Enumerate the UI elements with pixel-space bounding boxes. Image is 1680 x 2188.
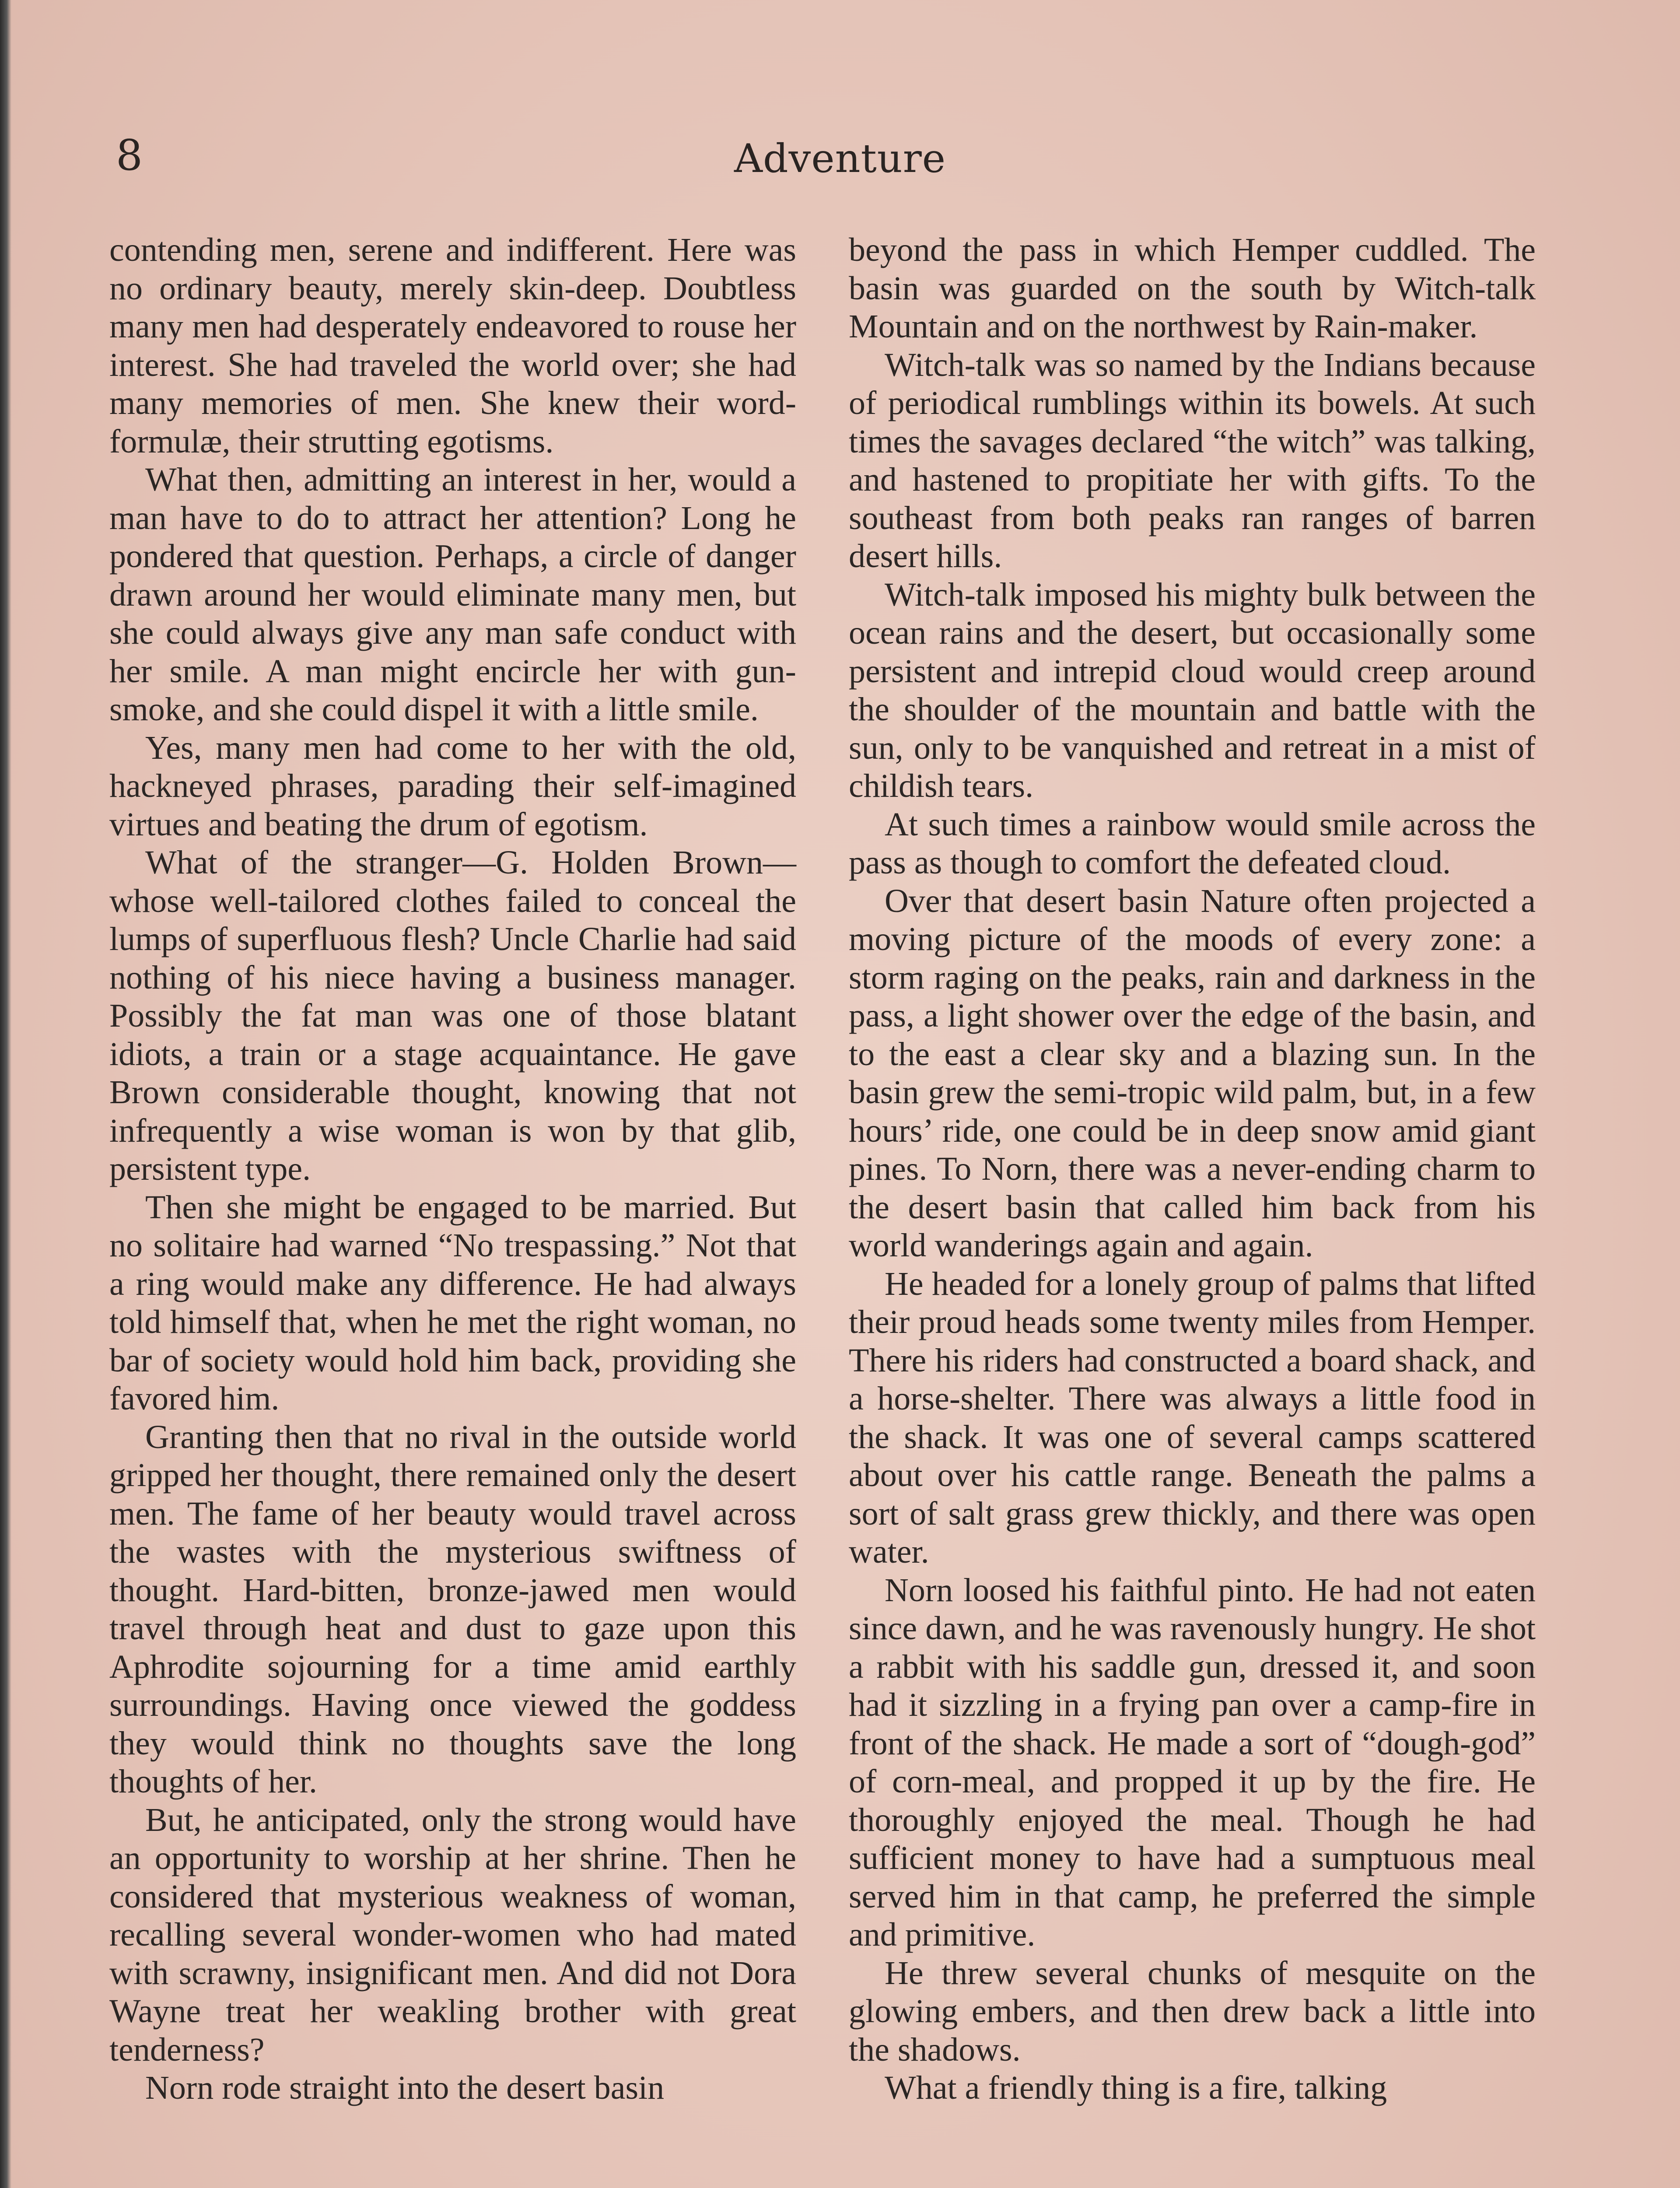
left-column <box>109 231 796 2107</box>
right-column <box>849 231 1536 2107</box>
paragraph: Over that desert basin Nature often projected a moving picture of the moods of every zone: a storm raging on the peaks, rain and darkness in the pass, a light shower over the edge of the basin, and to the east a clear sky and a blazing sun. In the basin grew the semi-tropic wild palm, but, in a few hours’ ride, one could be in deep snow amid giant pines. To Norn, there was a never-ending charm to the desert basin that called him back from his world wanderings again and again. <box>849 882 1536 1264</box>
paragraph: beyond the pass in which Hemper cuddled. The basin was guarded on the south by Witch-talk Mountain and on the northwest by Rain-maker. <box>849 231 1536 345</box>
paragraph: contending men, serene and indifferent. Here was no ordinary beauty, merely skin-deep. Doubtless many men had desperately endeavored to rouse her interest. She had traveled the world over; she had many memories of men. She knew their word-formulæ, their strutting egotisms. <box>109 231 796 460</box>
paragraph: What a friendly thing is a fire, talking <box>885 2069 1387 2106</box>
paragraph: Witch-talk was so named by the Indians because of periodical rumblings within its bowels. At such times the savages declared “the witch” was talking, and hastened to propitiate her with gifts. To the southeast from both peaks ran ranges of barren desert hills. <box>849 346 1536 575</box>
paragraph: What of the stranger—G. Holden Brown—whose well-tailored clothes failed to conceal the lumps of superfluous flesh? Uncle Charlie had said nothing of his niece having a business manager. Possibly the fat man was one of those blatant idiots, a train or a stage acquaintance. He gave Brown considerable thought, knowing that not infrequently a wise woman is won by that glib, persistent type. <box>109 844 796 1187</box>
paragraph: He threw several chunks of mesquite on the glowing embers, and then drew back a little into the shadows. <box>849 1954 1536 2068</box>
paragraph: He headed for a lonely group of palms that lifted their proud heads some twenty miles from Hemper. There his riders had constructed a board shack, and a horse-shelter. There was always a little food in the shack. It was one of several camps scattered about over his cattle range. Beneath the palms a sort of salt grass grew thickly, and there was open water. <box>849 1265 1536 1570</box>
paragraph: At such times a rainbow would smile across the pass as though to comfort the defeated cloud. <box>849 806 1536 881</box>
paragraph: Norn rode straight into the desert basin <box>145 2069 665 2106</box>
binding-edge-shadow <box>0 0 11 2188</box>
paragraph: Norn loosed his faithful pinto. He had not eaten since dawn, and he was ravenously hungry. He shot a rabbit with his saddle gun, dressed it, and soon had it sizzling in a frying pan over a camp-fire in front of the shack. He made a sort of “dough-god” of corn-meal, and propped it up by the fire. He thoroughly enjoyed the meal. Though he had sufficient money to have had a sumptuous meal served him in that camp, he preferred the simple and primitive. <box>849 1571 1536 1953</box>
page-number: 8 <box>116 131 143 180</box>
paragraph: Granting then that no rival in the outside world gripped her thought, there remained only the desert men. The fame of her beauty would travel across the wastes with the mysterious swiftness of thought. Hard-bitten, bronze-jawed men would travel through heat and dust to gaze upon this Aphrodite sojourning for a time amid earthly surroundings. Having once viewed the goddess they would think no thoughts save the long thoughts of her. <box>109 1418 796 1800</box>
paragraph: But, he anticipated, only the strong would have an opportunity to worship at her shrine. Then he considered that mysterious weakness of woman, recalling several wonder-women who had mated with scrawny, insignificant men. And did not Dora Wayne treat her weakling brother with great tenderness? <box>109 1801 796 2068</box>
paragraph: Witch-talk imposed his mighty bulk between the ocean rains and the desert, but occasionally some persistent and intrepid cloud would creep around the shoulder of the mountain and battle with the sun, only to be vanquished and retreat in a mist of childish tears. <box>849 576 1536 804</box>
paragraph: What then, admitting an interest in her, would a man have to do to attract her attention? Long he pondered that question. Perhaps, a circle of danger drawn around her would eliminate many men, but she could always give any man safe conduct with her smile. A man might encircle her with gun-smoke, and she could dispel it with a little smile. <box>109 461 796 728</box>
paragraph: Then she might be engaged to be married. But no solitaire had warned “No trespassing.” Not that a ring would make any difference. He had always told himself that, when he met the right woman, no bar of society would hold him back, providing she favored him. <box>109 1189 796 1417</box>
paragraph: Yes, many men had come to her with the old, hackneyed phrases, parading their self-imagined virtues and beating the drum of egotism. <box>109 729 796 843</box>
running-title: Adventure <box>734 136 946 182</box>
